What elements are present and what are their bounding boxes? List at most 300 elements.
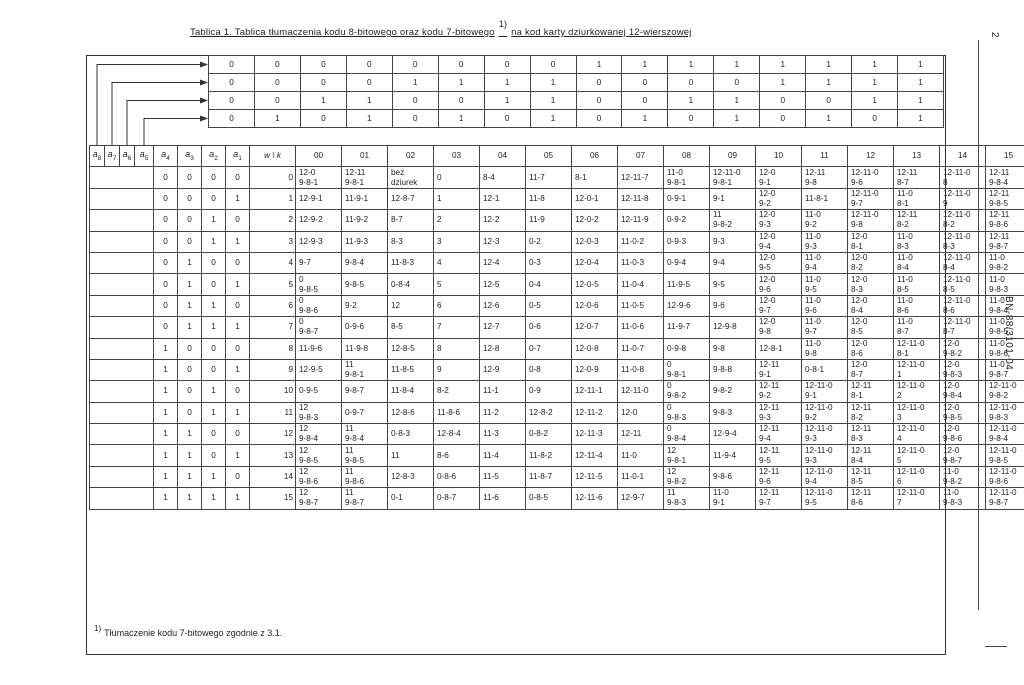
column-header: 02	[388, 146, 434, 167]
code-cell: 9	[434, 359, 480, 380]
bit-arrow-line	[97, 65, 206, 146]
header-bit-cell: 1	[530, 74, 576, 92]
code-cell: 11-6	[480, 488, 526, 509]
code-cell: 12-9-5	[296, 359, 342, 380]
code-cell: 11-8-3	[388, 252, 434, 273]
code-cell: 0-9	[526, 381, 572, 402]
code-cell: 12-11-0 5	[894, 445, 940, 466]
code-cell: 12-0-1	[572, 188, 618, 209]
code-cell: 12-0-6	[572, 295, 618, 316]
code-cell: 12-11-0 8-3	[940, 231, 986, 252]
code-cell: 12-0 9-8-5	[940, 402, 986, 423]
code-cell: 12-8-4	[434, 424, 480, 445]
row-bit-cell: 1	[154, 488, 178, 509]
code-cell: 0-9-6	[342, 317, 388, 338]
code-cell: 12-11-1	[572, 381, 618, 402]
code-cell: 11-9-5	[664, 274, 710, 295]
code-cell: 11 9-8-2	[710, 210, 756, 231]
column-header: 08	[664, 146, 710, 167]
footnote-text: Tłumaczenie kodu 7-bitowego zgodnie z 3.1.	[104, 628, 283, 638]
code-cell: 12-0-8	[572, 338, 618, 359]
row-bit-cell: 0	[202, 167, 226, 188]
header-bit-cell: 1	[714, 56, 760, 74]
code-cell: 11-2	[480, 402, 526, 423]
header-bit-cell: 1	[898, 110, 944, 128]
row-bit-cell: 1	[178, 424, 202, 445]
row-bit-cell: 0	[178, 359, 202, 380]
code-cell: 9-8-6	[710, 466, 756, 487]
header-bit-cell: 1	[392, 74, 438, 92]
header-bit-cell: 1	[668, 92, 714, 110]
header-bit-cell: 1	[346, 110, 392, 128]
code-cell: 9-8-7	[342, 381, 388, 402]
row-bit-cell: 1	[154, 466, 178, 487]
code-cell: 11-0-5	[618, 295, 664, 316]
code-cell: 8-7	[388, 210, 434, 231]
row-bit-cell: 1	[202, 402, 226, 423]
arrowhead-icon	[200, 80, 208, 86]
code-cell: 12-11 9-8-4	[986, 167, 1024, 188]
code-cell: 12-0 9-8-7	[940, 445, 986, 466]
code-cell: 4	[434, 252, 480, 273]
code-cell: 9-4	[710, 252, 756, 273]
code-cell: 12-11-0 9-5	[802, 488, 848, 509]
row-bit-cell: 0	[226, 466, 250, 487]
row-bit-cell: 1	[202, 466, 226, 487]
code-cell: 11-0 9-8-4	[986, 295, 1024, 316]
code-cell: 11-0 9-3	[802, 231, 848, 252]
header-bit-cell: 0	[209, 74, 255, 92]
code-cell: 11-0 8-7	[894, 317, 940, 338]
code-cell: 12-0 9-8-4	[940, 381, 986, 402]
code-cell: 12-11-4	[572, 445, 618, 466]
row-bit-cell: 0	[226, 210, 250, 231]
code-cell: 11-0-7	[618, 338, 664, 359]
code-cell: 12-0 8-7	[848, 359, 894, 380]
code-cell: 0-9-5	[296, 381, 342, 402]
code-cell: 0-8	[526, 359, 572, 380]
header-bit-cell: 0	[346, 74, 392, 92]
code-cell: 12-11-0 7	[894, 488, 940, 509]
header-bit-cell: 0	[254, 92, 300, 110]
bit-label-a4: $a_4$	[154, 146, 178, 167]
code-cell: 12-11 8-5	[848, 466, 894, 487]
row-bit-cell: 0	[202, 359, 226, 380]
code-cell: 12-11-9	[618, 210, 664, 231]
code-cell: 12-11-0 8-1	[894, 338, 940, 359]
code-cell: 12-0 8-2	[848, 252, 894, 273]
code-cell: 0-8-4	[388, 274, 434, 295]
row-bit-cell: 0	[202, 424, 226, 445]
code-cell: 11-1	[480, 381, 526, 402]
code-cell: 11-9-3	[342, 231, 388, 252]
row-bit-cell: 0	[154, 210, 178, 231]
row-bit-cell: 1	[154, 359, 178, 380]
code-cell: 8-4	[480, 167, 526, 188]
row-index-cell: 14	[250, 466, 296, 487]
page-number: 2	[989, 32, 1000, 38]
header-bit-cell: 1	[760, 74, 806, 92]
code-cell: 11-8-2	[526, 445, 572, 466]
row-index-cell: 5	[250, 274, 296, 295]
row-bit-cell: 0	[154, 295, 178, 316]
code-cell: 12-11-0 6	[894, 466, 940, 487]
code-cell: 12-11 9-8-7	[986, 231, 1024, 252]
header-bit-cell: 1	[438, 74, 484, 92]
header-bit-cell: 0	[300, 56, 346, 74]
code-cell: 12-11 8-6	[848, 488, 894, 509]
code-cell: 12-9-2	[296, 210, 342, 231]
code-cell: 11-0 9-8	[802, 338, 848, 359]
row-index-cell: 4	[250, 252, 296, 273]
row-bit-cell: 1	[226, 274, 250, 295]
header-bit-cell: 0	[254, 56, 300, 74]
code-cell: 12-11 8-3	[848, 424, 894, 445]
code-cell: 0-9-8	[664, 338, 710, 359]
bit-label-a3: $a_3$	[178, 146, 202, 167]
code-cell: 11-0	[618, 445, 664, 466]
code-cell: 12-8-5	[388, 338, 434, 359]
column-header: 11	[802, 146, 848, 167]
code-cell: 12-11 9-8	[802, 167, 848, 188]
code-cell: 12-11-0 3	[894, 402, 940, 423]
code-cell: 11-4	[480, 445, 526, 466]
code-cell: 11-8-5	[388, 359, 434, 380]
document-number: BN-88/3101-04	[1003, 296, 1014, 371]
code-cell: 12-11 9-8-1	[342, 167, 388, 188]
code-cell: 12-0 8-6	[848, 338, 894, 359]
bit-label-a6: $a_6$	[120, 146, 135, 167]
code-cell: 0-9-3	[664, 231, 710, 252]
code-cell: 12-11-0 9	[940, 188, 986, 209]
code-cell: 11-0 8-1	[894, 188, 940, 209]
row-index-cell: 10	[250, 381, 296, 402]
code-cell: 12-11-0 1	[894, 359, 940, 380]
code-cell: 11-0 9-6	[802, 295, 848, 316]
row-index-cell: 9	[250, 359, 296, 380]
header-bit-cell: 0	[622, 92, 668, 110]
code-cell: 0-8-7	[434, 488, 480, 509]
code-cell: 12 9-8-2	[664, 466, 710, 487]
code-cell: 12-11-0 8-2	[940, 210, 986, 231]
code-cell: 12 9-8-5	[296, 445, 342, 466]
code-cell: 12	[388, 295, 434, 316]
row-bit-cell: 0	[178, 402, 202, 423]
row-bit-cell: 0	[226, 381, 250, 402]
row-bit-cell: 1	[226, 445, 250, 466]
code-cell: 12-11-0 8-5	[940, 274, 986, 295]
code-cell: 11-0-6	[618, 317, 664, 338]
code-cell: 12-11 9-5	[756, 445, 802, 466]
header-bit-cell: 1	[576, 56, 622, 74]
row-bit-cell: 1	[226, 317, 250, 338]
code-cell: 12-0 9-3	[756, 210, 802, 231]
row-index-cell: 6	[250, 295, 296, 316]
header-bit-cell: 1	[300, 92, 346, 110]
header-bit-cell: 1	[438, 110, 484, 128]
header-bit-cell: 0	[209, 56, 255, 74]
code-cell: 0-8-1	[802, 359, 848, 380]
row-index-cell: 3	[250, 231, 296, 252]
row-index-cell: 11	[250, 402, 296, 423]
bit-label-a5: $a_5$	[135, 146, 154, 167]
code-cell: 12-11-0 9-8-1	[710, 167, 756, 188]
code-cell: 0-7	[526, 338, 572, 359]
header-bit-cell: 0	[209, 110, 255, 128]
header-bit-cell: 1	[622, 110, 668, 128]
header-bit-cell: 1	[898, 74, 944, 92]
code-cell: 11-8	[526, 188, 572, 209]
code-cell: 0 9-8-5	[296, 274, 342, 295]
row-bit-cell: 0	[226, 167, 250, 188]
code-cell: 8-3	[388, 231, 434, 252]
header-bit-cell: 1	[760, 56, 806, 74]
code-cell: 11-8-1	[802, 188, 848, 209]
code-cell: 11-0 9-8-7	[986, 359, 1024, 380]
code-cell: 12-11 9-8-6	[986, 210, 1024, 231]
code-cell: 12-11 8-1	[848, 381, 894, 402]
row-bit-cell: 1	[202, 381, 226, 402]
header-bit-cell: 1	[254, 110, 300, 128]
header-bit-cell: 1	[484, 74, 530, 92]
row-bit-cell: 1	[178, 295, 202, 316]
header-bit-cell: 0	[484, 110, 530, 128]
code-cell: 12-6	[480, 295, 526, 316]
code-cell: 12-0-5	[572, 274, 618, 295]
code-cell: 12-11-0 9-4	[802, 466, 848, 487]
row-bit-cell: 1	[226, 359, 250, 380]
code-cell: 11-0 9-8-5	[986, 317, 1024, 338]
code-cell: 0-4	[526, 274, 572, 295]
code-cell: 12-8-7	[388, 188, 434, 209]
code-cell: 5	[434, 274, 480, 295]
header-bit-cell: 1	[806, 110, 852, 128]
code-cell: 12-0 9-4	[756, 231, 802, 252]
header-bit-cell: 0	[209, 92, 255, 110]
header-bit-cell: 1	[898, 56, 944, 74]
code-cell: 11-9-1	[342, 188, 388, 209]
code-cell: 12-0 9-8	[756, 317, 802, 338]
code-cell: 11-0 9-8-3	[986, 274, 1024, 295]
code-cell: 12-11-0 8-6	[940, 295, 986, 316]
row-index-cell: 0	[250, 167, 296, 188]
header-bit-cell: 0	[438, 56, 484, 74]
code-cell: 12-0 9-8-6	[940, 424, 986, 445]
header-bit-cell: 0	[576, 110, 622, 128]
bit-label-a2: $a_2$	[202, 146, 226, 167]
code-cell: 12-11 9-7	[756, 488, 802, 509]
row-bit-cell: 0	[178, 381, 202, 402]
code-cell: 12-9-6	[664, 295, 710, 316]
code-cell: 12-11 8-7	[894, 167, 940, 188]
code-cell: 0-2	[526, 231, 572, 252]
code-cell: 12-11-0 9-1	[802, 381, 848, 402]
row-bit-cell: 1	[202, 295, 226, 316]
row-bit-cell: 0	[154, 274, 178, 295]
header-bit-cell: 1	[714, 110, 760, 128]
header-bit-cell: 1	[484, 92, 530, 110]
row-bit-cell: 0	[202, 252, 226, 273]
code-cell: 12-11	[618, 424, 664, 445]
code-cell: 12-8	[480, 338, 526, 359]
code-cell: 12-0-7	[572, 317, 618, 338]
code-cell: 12-7	[480, 317, 526, 338]
code-cell: 11-0-8	[618, 359, 664, 380]
header-bit-cell: 1	[806, 74, 852, 92]
code-cell: 12-11 9-3	[756, 402, 802, 423]
header-bit-cell: 1	[852, 92, 898, 110]
header-bit-cell: 0	[392, 56, 438, 74]
code-cell: 9-1	[710, 188, 756, 209]
header-bit-cell: 1	[346, 92, 392, 110]
column-header: 10	[756, 146, 802, 167]
code-cell: 9-5	[710, 274, 756, 295]
row-bit-cell: 1	[202, 488, 226, 509]
code-cell: 11-3	[480, 424, 526, 445]
header-bit-cell: 0	[760, 110, 806, 128]
code-cell: 8	[434, 338, 480, 359]
row-bit-cell: 0	[226, 252, 250, 273]
code-cell: 11-0 9-8-3	[940, 488, 986, 509]
code-cell: 12-2	[480, 210, 526, 231]
code-cell: 12-11-6	[572, 488, 618, 509]
code-cell: 11-0-4	[618, 274, 664, 295]
row-bit-cell: 1	[178, 252, 202, 273]
code-cell: 11-9-8	[342, 338, 388, 359]
title-continuation: na kod karty dziurkowanej 12-wierszowej	[511, 27, 692, 38]
code-cell: 0-6	[526, 317, 572, 338]
code-cell: 12-11 8-2	[848, 402, 894, 423]
code-cell: 12-8-3	[388, 466, 434, 487]
code-cell: 2	[434, 210, 480, 231]
column-header: 04	[480, 146, 526, 167]
header-bit-cell: 0	[300, 110, 346, 128]
code-cell: 8-6	[434, 445, 480, 466]
row-bit-cell: 1	[178, 317, 202, 338]
code-cell: 12-8-2	[526, 402, 572, 423]
row-bit-cell: 1	[202, 210, 226, 231]
code-cell: 11-0 9-8-2	[986, 252, 1024, 273]
header-bit-cell: 0	[530, 56, 576, 74]
code-cell: 11	[388, 445, 434, 466]
code-cell: 0-9-7	[342, 402, 388, 423]
code-cell: 11-0-2	[618, 231, 664, 252]
header-bit-cell: 1	[898, 92, 944, 110]
column-header: 03	[434, 146, 480, 167]
code-cell: 11-0 9-8-2	[940, 466, 986, 487]
code-cell: 0 9-8-3	[664, 402, 710, 423]
header-bit-cell: 0	[346, 56, 392, 74]
code-cell: 12-11-5	[572, 466, 618, 487]
row-bit-cell: 0	[178, 231, 202, 252]
code-cell: 0-1	[388, 488, 434, 509]
row-index-cell: 15	[250, 488, 296, 509]
header-bit-cell: 0	[576, 92, 622, 110]
code-cell: 12-11-0 9-2	[802, 402, 848, 423]
code-cell: 12-11-0 9-8-2	[986, 381, 1024, 402]
code-cell: 12-0-9	[572, 359, 618, 380]
row-bit-cell: 0	[202, 274, 226, 295]
code-cell: 11-0-1	[618, 466, 664, 487]
code-cell: 12-11-0 9-8-5	[986, 445, 1024, 466]
code-cell: 12-11-0 9-8-4	[986, 424, 1024, 445]
code-cell: 12-9-7	[618, 488, 664, 509]
row-bit-cell: 0	[154, 317, 178, 338]
code-cell: 11-0 9-2	[802, 210, 848, 231]
code-cell: 1	[434, 188, 480, 209]
code-cell: 12-11-0 8-4	[940, 252, 986, 273]
code-cell: 12-0 8-5	[848, 317, 894, 338]
code-cell: 11-9-7	[664, 317, 710, 338]
header-bit-cell: 0	[760, 92, 806, 110]
code-cell: 11-8-4	[388, 381, 434, 402]
column-header: 06	[572, 146, 618, 167]
header-bit-cell: 0	[852, 110, 898, 128]
code-cell: 11-0 9-7	[802, 317, 848, 338]
code-cell: 12-11-0 9-8-6	[986, 466, 1024, 487]
code-cell: 12-0 9-8-2	[940, 338, 986, 359]
code-cell: 12-0 9-2	[756, 188, 802, 209]
code-cell: 0-5	[526, 295, 572, 316]
row-bit-cell: 0	[226, 338, 250, 359]
row-bit-cell: 0	[202, 338, 226, 359]
header-bit-cell: 0	[254, 74, 300, 92]
column-header: 01	[342, 146, 388, 167]
header-bit-cell: 0	[392, 92, 438, 110]
code-cell: 12-11-3	[572, 424, 618, 445]
row-bit-cell: 1	[178, 488, 202, 509]
code-cell: 12 9-8-7	[296, 488, 342, 509]
row-bit-cell: 0	[154, 167, 178, 188]
bit-label-a8: $a_8$	[90, 146, 105, 167]
code-cell: 0 9-8-2	[664, 381, 710, 402]
code-cell: 12-11-0 4	[894, 424, 940, 445]
code-cell: 12-11-7	[618, 167, 664, 188]
code-cell: 12-11-0 8-7	[940, 317, 986, 338]
header-bit-cell: 1	[852, 74, 898, 92]
code-cell: 12-9-3	[296, 231, 342, 252]
code-cell: 12-11 9-6	[756, 466, 802, 487]
row-bit-cell: 1	[178, 466, 202, 487]
header-bit-cell: 0	[668, 110, 714, 128]
row-bit-cell: 1	[154, 402, 178, 423]
code-cell: 11-0 9-1	[710, 488, 756, 509]
code-cell: 12-8-6	[388, 402, 434, 423]
row-bit-cell: 1	[154, 338, 178, 359]
bit-arrow-line	[112, 83, 206, 146]
header-bit-cell: 0	[714, 74, 760, 92]
code-cell: 0-8-3	[388, 424, 434, 445]
code-cell: 12 9-8-3	[296, 402, 342, 423]
bit-label-a7: $a_7$	[105, 146, 120, 167]
header-bit-cell: 1	[852, 56, 898, 74]
row-bit-cell: 0	[154, 188, 178, 209]
code-cell: 11-0 9-8-6	[986, 338, 1024, 359]
code-cell: 12-9-4	[710, 424, 756, 445]
row-index-cell: 1	[250, 188, 296, 209]
row-index-cell: 12	[250, 424, 296, 445]
header-bit-cell: 1	[714, 92, 760, 110]
code-cell: 12-0 9-5	[756, 252, 802, 273]
row-bit-cell: 0	[154, 231, 178, 252]
row-index-cell: 13	[250, 445, 296, 466]
code-cell: 12-0-2	[572, 210, 618, 231]
code-cell: 12-11-0 9-6	[848, 167, 894, 188]
row-bit-cell: 1	[202, 317, 226, 338]
code-cell: 12-0 8-4	[848, 295, 894, 316]
header-bit-cell: 1	[806, 56, 852, 74]
code-cell: bez dziurek	[388, 167, 434, 188]
